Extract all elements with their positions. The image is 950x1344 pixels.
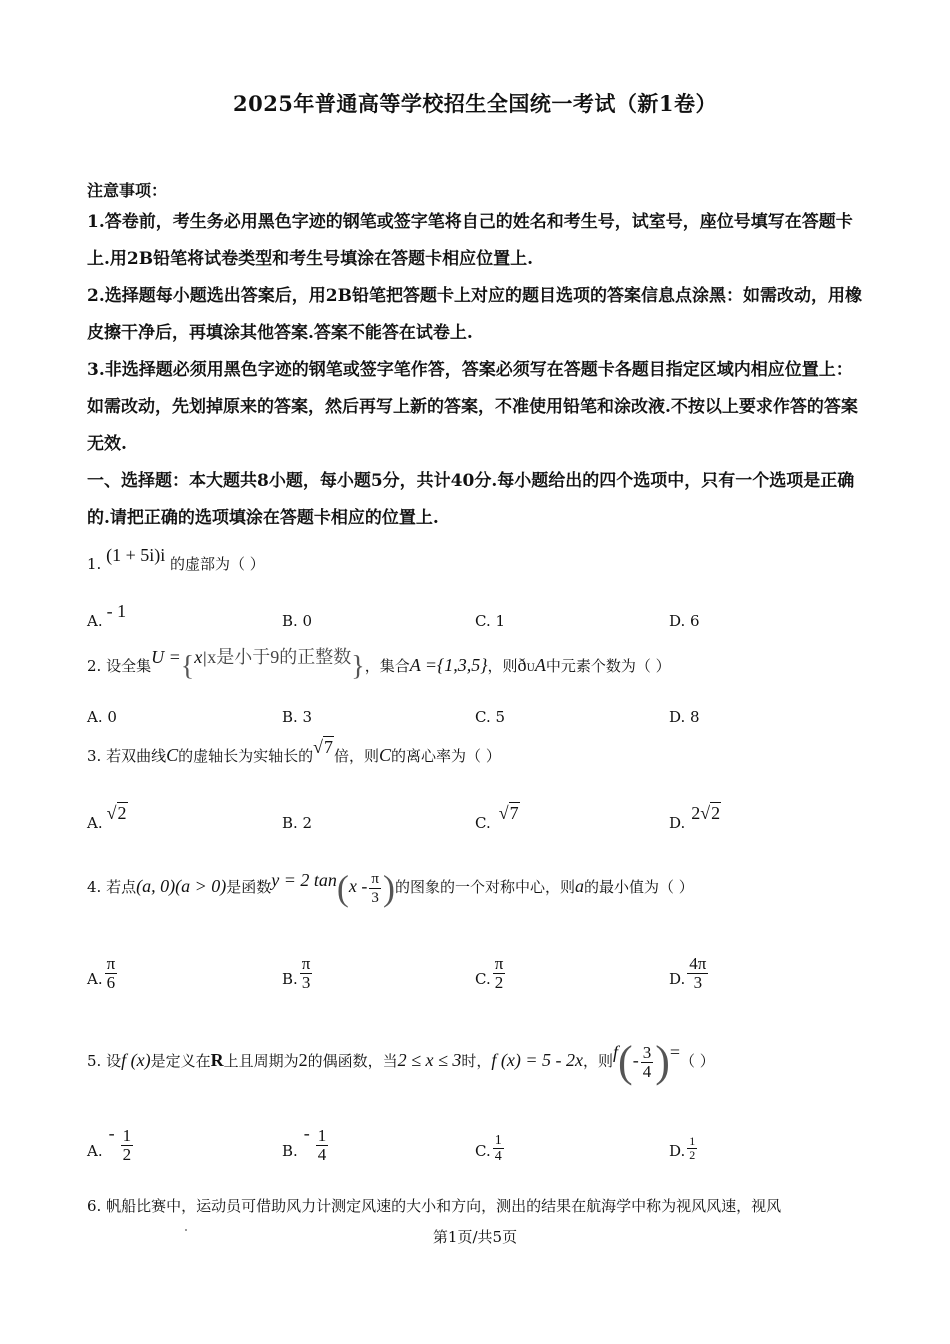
- question-2: 2. 设全集U ={x|x是小于9的正整数}，集合A ={1,3,5}，则ðUA中元素个数为（ ）: [87, 647, 671, 682]
- options-4: [87, 940, 867, 992]
- option-a[interactable]: A. 0: [87, 708, 117, 726]
- option-c[interactable]: C. 5: [475, 708, 506, 726]
- math-expr: (1 + 5i)i: [106, 545, 166, 565]
- option-c[interactable]: C. $\frac{1}{4}$: [475, 1133, 502, 1164]
- question-3: 3. 若双曲线C的虚轴长为实轴长的√7倍，则C的离心率为（ ）: [87, 737, 501, 765]
- option-d[interactable]: D. 2√2: [669, 803, 721, 832]
- option-c[interactable]: C. $\frac{\pi}{2}$: [475, 954, 504, 992]
- option-d[interactable]: D. 8: [669, 708, 700, 726]
- option-d[interactable]: D. 6: [669, 612, 700, 630]
- option-a[interactable]: A. - 1: [87, 601, 127, 630]
- option-d[interactable]: D. $\frac{1}{2}$: [669, 1134, 696, 1162]
- option-value: - 1: [106, 601, 127, 621]
- option-d[interactable]: D. $\frac{4\pi}{3}$: [669, 954, 707, 992]
- instructions: [87, 178, 865, 537]
- notes-heading: 注意事项：: [87, 181, 168, 200]
- option-a[interactable]: A. √2: [87, 803, 127, 832]
- option-a[interactable]: A. $\frac{\pi}{6}$: [87, 954, 116, 992]
- options-5: [87, 1110, 867, 1164]
- math-expr: U =: [151, 647, 181, 667]
- note-item: 3.非选择题必须用黑色字迹的钢笔或签字笔作答，答案必须写在答题卡各题目指定区域内相应位置上：如需改动，先划掉原来的答案，然后再写上新的答案，不准使用铅笔和涂改液.不按以上要求作答的答案无效.: [87, 360, 858, 454]
- options-2: [87, 686, 867, 726]
- q-text: 的虚部为（ ）: [170, 555, 265, 573]
- question-4: 4. 若点(a, 0)(a > 0)是函数y = 2 tan(x - $\frac{\pi}{3}$ )的图象的一个对称中心，则a的最小值为（ ）: [87, 868, 694, 908]
- page-title: 2025年普通高等学校招生全国统一考试（新1卷）: [232, 91, 718, 116]
- q-number: 1.: [87, 555, 102, 573]
- option-b[interactable]: B. 2: [282, 814, 313, 832]
- option-b[interactable]: B. $\frac{\pi}{3}$: [282, 954, 311, 992]
- note-item: 2.选择题每小题选出答案后，用2B铅笔把答题卡上对应的题目选项的答案信息点涂黑：如需改动，用橡皮擦干净后，再填涂其他答案.答案不能答在试卷上.: [87, 286, 862, 343]
- question-1: [87, 545, 867, 575]
- option-c[interactable]: C. 1: [475, 612, 506, 630]
- options-3: [87, 792, 867, 832]
- option-b[interactable]: B. 0: [282, 612, 313, 630]
- option-b[interactable]: B. - $\frac{1}{4}$: [282, 1123, 327, 1164]
- option-c[interactable]: C. √7: [475, 803, 519, 832]
- options-1: [87, 590, 867, 630]
- question-5: 5. 设f (x)是定义在R上且周期为2的偶函数，当2 ≤ x ≤ 3时，f (x) = 5 - 2x，则f(- $\frac{3}{4}$ )=（ ）: [87, 1037, 715, 1086]
- option-a[interactable]: A. - $\frac{1}{2}$: [87, 1123, 132, 1164]
- math-sqrt: √7: [313, 737, 334, 757]
- section-heading: 一、选择题：本大题共8小题，每小题5分，共计40分.每小题给出的四个选项中，只有一个选项是正确的.请把正确的选项填涂在答题卡相应的位置上.: [87, 471, 855, 528]
- option-b[interactable]: B. 3: [282, 708, 313, 726]
- question-6: 6. 帆船比赛中，运动员可借助风力计测定风速的大小和方向，测出的结果在航海学中称为视风风速，视风: [87, 1197, 782, 1215]
- page-footer: 第1页/共5页: [432, 1228, 518, 1246]
- note-item: 1.答卷前，考生务必用黑色字迹的钢笔或签字笔将自己的姓名和考生号，试室号，座位号填写在答题卡上.用2B铅笔将试卷类型和考生号填涂在答题卡相应位置上.: [87, 212, 853, 269]
